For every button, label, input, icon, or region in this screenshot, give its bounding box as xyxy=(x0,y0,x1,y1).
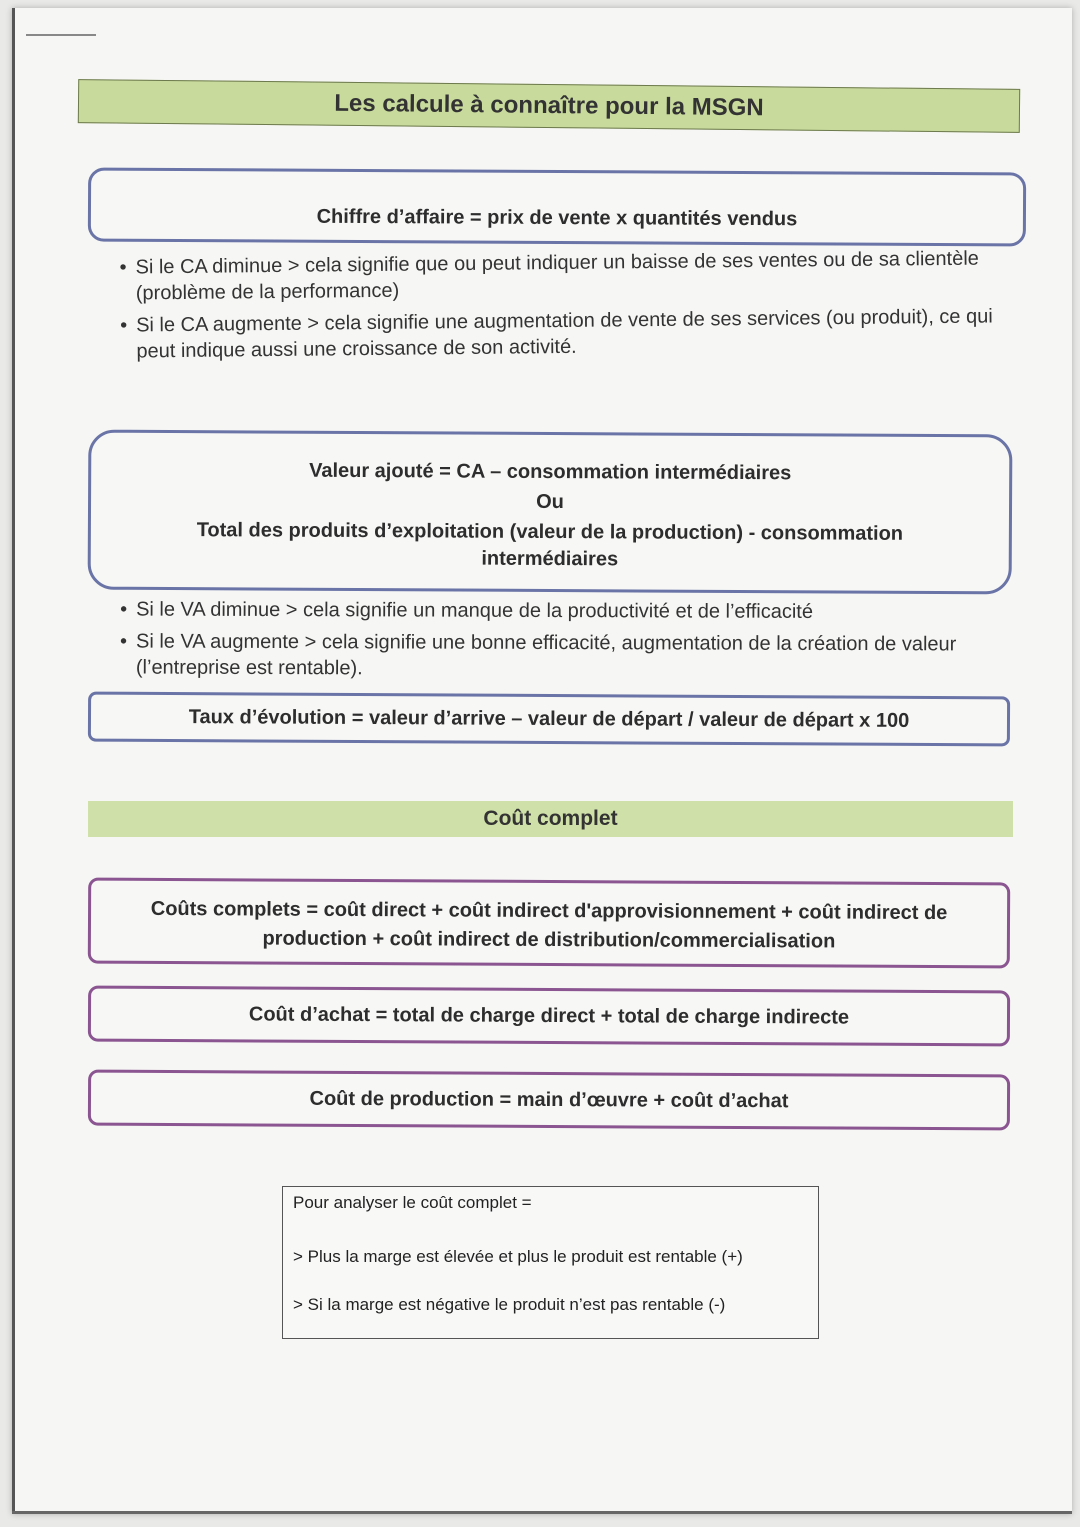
chiffre-affaire-box xyxy=(88,168,1026,247)
bullet-icon: • xyxy=(120,598,128,621)
chiffre-affaire-formula: Chiffre d’affaire = prix de vente x quantités vendus xyxy=(316,205,798,231)
taux-evolution-formula: Taux d’évolution = valeur d’arrive – valeur de départ / valeur de départ x 100 xyxy=(188,706,910,732)
valeur-ajoutee-bullets xyxy=(120,596,1000,689)
valeur-ajoutee-alt-formula-end: intermédiaires xyxy=(481,547,619,571)
pen-mark xyxy=(26,34,96,36)
main-title: Les calcule à connaître pour la MSGN xyxy=(334,89,764,122)
page-edge xyxy=(12,8,15,1514)
chiffre-affaire-bullets xyxy=(119,245,1000,370)
couts-complets-formula: Coûts complets = coût direct + coût indirect d'approvisionnement + coût indirect de xyxy=(150,897,948,925)
couts-complets-formula-end: production + coût indirect de distribution/commercialisation xyxy=(262,927,836,953)
analysis-line: > Plus la marge est élevée et plus le produit est rentable (+) xyxy=(293,1247,743,1266)
analysis-line: > Si la marge est négative le produit n’est pas rentable (-) xyxy=(293,1295,726,1314)
taux-evolution-box xyxy=(88,692,1010,747)
list-item: • Si le VA augmente > cela signifie une bonne efficacité, augmentation de la création de valeur (l’entreprise est rentable). xyxy=(119,630,957,680)
bullet-icon: • xyxy=(120,314,128,337)
bullet-icon: • xyxy=(119,256,127,279)
valeur-ajoutee-formula: Valeur ajouté = CA – consommation intermédiaires xyxy=(309,459,792,485)
list-item: • Si le CA augmente > cela signifie une augmentation de vente de ses services (ou produit), ce qui peut indique aussi une croissance de son activité. xyxy=(120,305,993,363)
cout-achat-box xyxy=(88,986,1010,1047)
document-page xyxy=(12,8,1072,1514)
valeur-ajoutee-box xyxy=(88,430,1013,595)
separator-ou: Ou xyxy=(536,490,565,514)
section-banner xyxy=(88,801,1013,837)
analysis-title: Pour analyser le coût complet = xyxy=(293,1193,532,1212)
main-title-banner xyxy=(78,79,1020,133)
cout-achat-formula: Coût d’achat = total de charge direct + total de charge indirecte xyxy=(248,1003,850,1029)
list-item: • Si le CA diminue > cela signifie que ou peut indiquer un baisse de ses ventes ou de sa clientèle (problème de la performance) xyxy=(119,247,979,305)
analysis-note xyxy=(282,1186,819,1339)
page-edge xyxy=(12,1511,1072,1514)
cout-production-formula: Coût de production = main d’œuvre + coût d’achat xyxy=(309,1087,789,1113)
section-title: Coût complet xyxy=(483,807,618,830)
cout-production-box xyxy=(88,1070,1010,1131)
bullet-icon: • xyxy=(119,630,128,653)
valeur-ajoutee-alt-formula: Total des produits d’exploitation (valeur de la production) - consommation xyxy=(196,519,904,545)
couts-complets-box xyxy=(88,878,1010,969)
list-item: • Si le VA diminue > cela signifie un manque de la productivité et de l’efficacité xyxy=(120,598,814,623)
